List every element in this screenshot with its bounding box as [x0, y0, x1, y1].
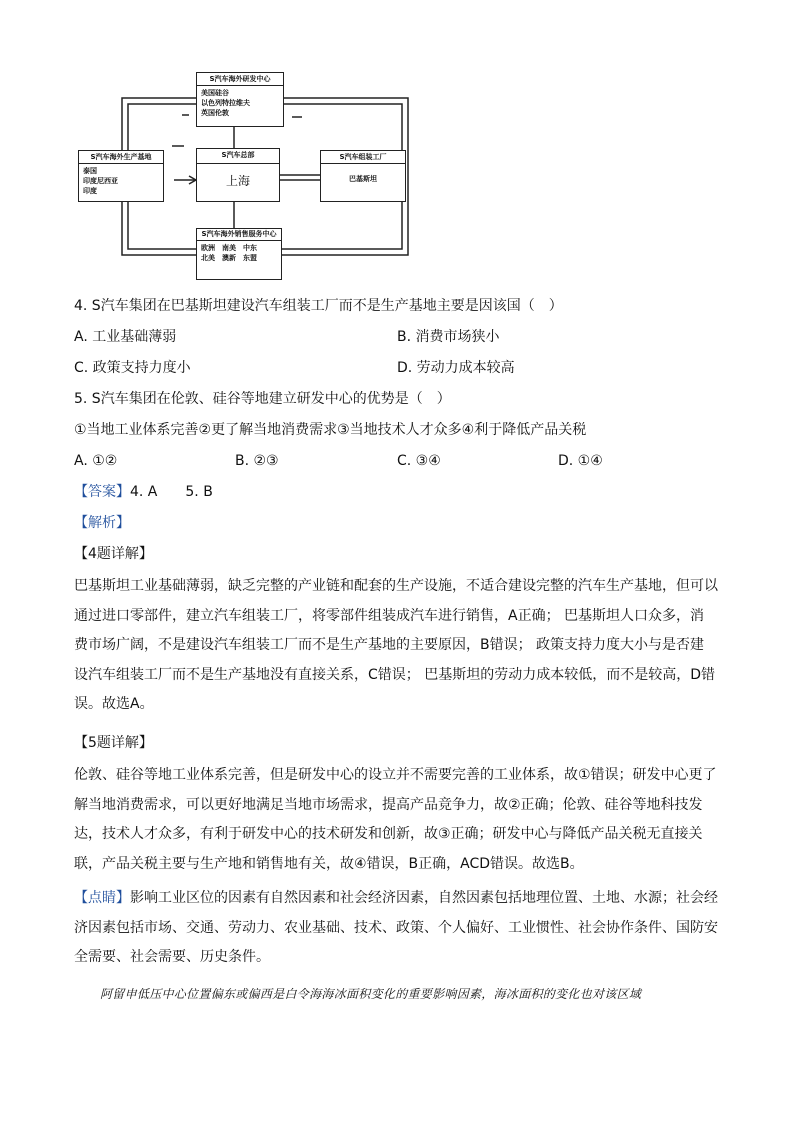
detail4-tag: 【4题详解】: [74, 546, 153, 562]
hq-city: 上海: [197, 163, 279, 189]
rd-location: 以色列特拉维夫: [201, 99, 250, 107]
q5-option-b: B. ②③: [235, 453, 279, 469]
production-base-title: S汽车海外生产基地: [79, 151, 163, 164]
rd-center-title: S汽车海外研发中心: [197, 73, 283, 86]
detail5-line: 解当地消费需求，可以更好地满足当地市场需求，提高产品竞争力，故②正确；伦敦、硅谷等地科技发: [74, 796, 703, 813]
detail5-body: [74, 761, 724, 879]
industry-diagram: [74, 70, 414, 282]
q5-option-d: D. ①④: [558, 453, 603, 469]
detail5-tag: 【5题详解】: [74, 735, 153, 751]
rd-location: 美国硅谷: [201, 89, 229, 97]
q4-option-b: B. 消费市场狭小: [397, 329, 500, 345]
production-location: 印度尼西亚: [83, 177, 118, 185]
detail4-line: 通过进口零部件，建立汽车组装工厂，将零部件组装成汽车进行销售，A正确； 巴基斯坦人口众多，消: [74, 607, 705, 624]
answer-tag: 【答案】: [74, 484, 130, 500]
sales-center-box: [196, 228, 282, 280]
rd-location: 英国伦敦: [201, 109, 229, 117]
answer-line: [74, 482, 213, 502]
sales-regions: 北美 澳新 东盟: [201, 254, 257, 262]
hq-box: [196, 148, 280, 202]
detail5-line: 伦敦、硅谷等地工业体系完善，但是研发中心的设立并不需要完善的工业体系，故①错误；研发中心更了: [74, 767, 717, 783]
sales-center-title: S汽车海外销售服务中心: [197, 229, 281, 241]
hq-title: S汽车总部: [221, 151, 255, 159]
highlight-tag: 【点睛】: [74, 890, 130, 906]
assembly-plant-box: [320, 150, 406, 202]
analysis-tag: 【解析】: [74, 515, 130, 531]
q4-option-d: D. 劳动力成本较高: [397, 360, 515, 376]
assembly-plant-title: S汽车组装工厂: [321, 151, 405, 164]
detail4-line: 设汽车组装工厂而不是生产基地没有直接关系，C错误； 巴基斯坦的劳动力成本较低，而不是较高，D错: [74, 666, 716, 683]
q5-option-c: C. ③④: [397, 453, 441, 469]
highlight-line: 全需要、社会需要、历史条件。: [74, 949, 270, 965]
production-base-box: [78, 150, 164, 202]
q4-stem: 4. S汽车集团在巴基斯坦建设汽车组装工厂而不是生产基地主要是因该国（ ）: [74, 298, 563, 314]
highlight-line: 济因素包括市场、交通、劳动力、农业基础、技术、政策、个人偏好、工业惯性、社会协作条件、国防安: [74, 919, 718, 936]
sales-regions: 欧洲 南美 中东: [201, 244, 257, 252]
q4-option-a: A. 工业基础薄弱: [74, 329, 177, 345]
q5-statements: ①当地工业体系完善②更了解当地消费需求③当地技术人才众多④利于降低产品关税: [74, 422, 587, 438]
detail4-line: 费市场广阔，不是建设汽车组装工厂而不是生产基地的主要原因，B错误； 政策支持力度大小与是否建: [74, 637, 705, 653]
production-location: 印度: [83, 187, 97, 195]
highlight-first-line: [74, 884, 724, 914]
detail4-line: 误。故选A。: [74, 696, 154, 712]
assembly-location: 巴基斯坦: [349, 175, 377, 183]
q4-option-c: C. 政策支持力度小: [74, 360, 191, 376]
q5-stem: 5. S汽车集团在伦敦、硅谷等地建立研发中心的优势是（ ）: [74, 391, 451, 407]
detail4-body: [74, 572, 724, 720]
answer-text: 4. A 5. B: [130, 484, 213, 500]
detail4-line: 巴基斯坦工业基础薄弱，缺乏完整的产业链和配套的生产设施，不适合建设完整的汽车生产基地，但可以: [74, 578, 718, 594]
next-question-text: 阿留申低压中心位置偏东或偏西是白令海海冰面积变化的重要影响因素，海冰面积的变化也对该区域: [100, 987, 642, 1001]
highlight-line: 影响工业区位的因素有自然因素和社会经济因素，自然因素包括地理位置、土地、水源；社会经: [130, 890, 718, 906]
detail5-line: 达，技术人才众多，有利于研发中心的技术研发和创新，故③正确；研发中心与降低产品关税无直接关: [74, 826, 703, 842]
detail5-line: 联，产品关税主要与生产地和销售地有关，故④错误，B正确，ACD错误。故选B。: [74, 855, 584, 872]
q5-option-a: A. ①②: [74, 453, 118, 469]
production-location: 泰国: [83, 167, 97, 175]
highlight-body: [74, 884, 724, 973]
rd-center-box: [196, 72, 284, 127]
